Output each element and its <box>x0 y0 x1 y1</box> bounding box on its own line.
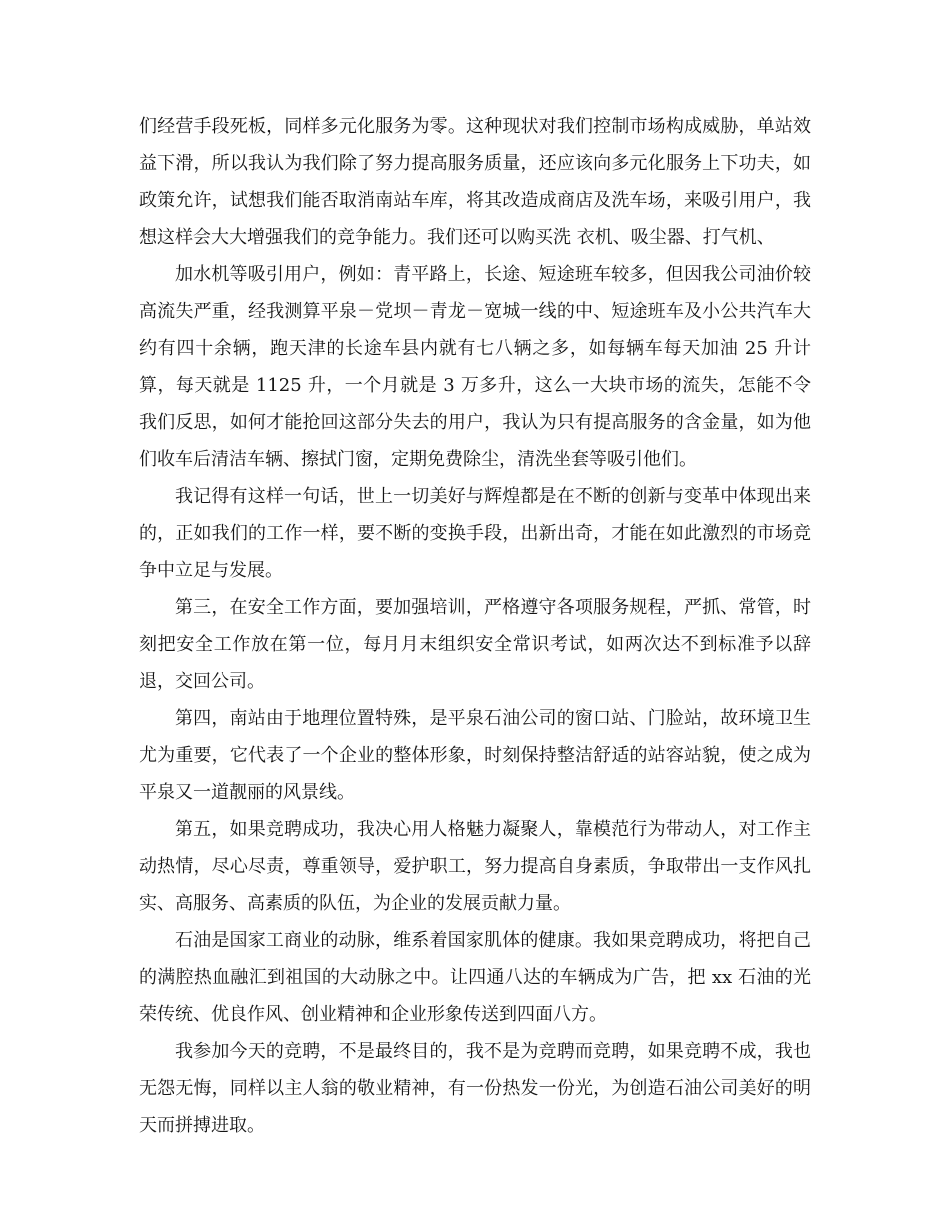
paragraph-4: 第三，在安全工作方面，要加强培训，严格遵守各项服务规程，严抓、常管，时刻把安全工作放在第一位，每月月末组织安全常识考试，如两次达不到标准予以辞退，交回公司。 <box>139 597 811 692</box>
paragraph-6: 第五，如果竞聘成功，我决心用人格魅力凝聚人，靠模范行为带动人，对工作主动热情，尽心尽责，尊重领导，爱护职工，努力提高自身素质，争取带出一支作风扎实、高服务、高素质的队伍，为企业的发展贡献力量。 <box>139 819 811 914</box>
paragraph-5: 第四，南站由于地理位置特殊，是平泉石油公司的窗口站、门脸站，故环境卫生尤为重要，它代表了一个企业的整体形象，时刻保持整洁舒适的站容站貌，使之成为平泉又一道靓丽的风景线。 <box>139 708 811 803</box>
paragraph-8: 我参加今天的竞聘，不是最终目的，我不是为竞聘而竞聘，如果竞聘不成，我也无怨无悔，同样以主人翁的敬业精神，有一份热发一份光，为创造石油公司美好的明天而拼搏进取。 <box>139 1041 811 1136</box>
paragraph-2: 加水机等吸引用户，例如：青平路上，长途、短途班车较多，但因我公司油价较高流失严重，经我测算平泉－党坝－青龙－宽城一线的中、短途班车及小公共汽车大约有四十余辆，跑天津的长途车县内就有七八辆之多，如每辆车每天加油 25 升计算，每天就是 1125 升，一个月就是 3 万多升，这么一大块市场的流失，怎能不令我们反思，如何才能抢回这部分失去的用户，我认为只有提高服务的含金量，如为他们收车后清洁车辆、擦拭门窗，定期免费除尘，清洗坐套等吸引他们。 <box>139 264 811 470</box>
document-body <box>139 108 811 1144</box>
paragraph-1: 们经营手段死板，同样多元化服务为零。这种现状对我们控制市场构成威胁，单站效益下滑，所以我认为我们除了努力提高服务质量，还应该向多元化服务上下功夫，如政策允许，试想我们能否取消南站车库，将其改造成商店及洗车场，来吸引用户，我想这样会大大增强我们的竞争能力。我们还可以购买洗 衣机、吸尘器、打气机、 <box>139 116 811 248</box>
paragraph-7: 石油是国家工商业的动脉，维系着国家肌体的健康。我如果竞聘成功，将把自己的满腔热血融汇到祖国的大动脉之中。让四通八达的车辆成为广告，把 xx 石油的光荣传统、优良作风、创业精神和企业形象传送到四面八方。 <box>139 930 811 1025</box>
paragraph-3: 我记得有这样一句话，世上一切美好与辉煌都是在不断的创新与变革中体现出来的，正如我们的工作一样，要不断的变换手段，出新出奇，才能在如此激烈的市场竞争中立足与发展。 <box>139 486 811 581</box>
